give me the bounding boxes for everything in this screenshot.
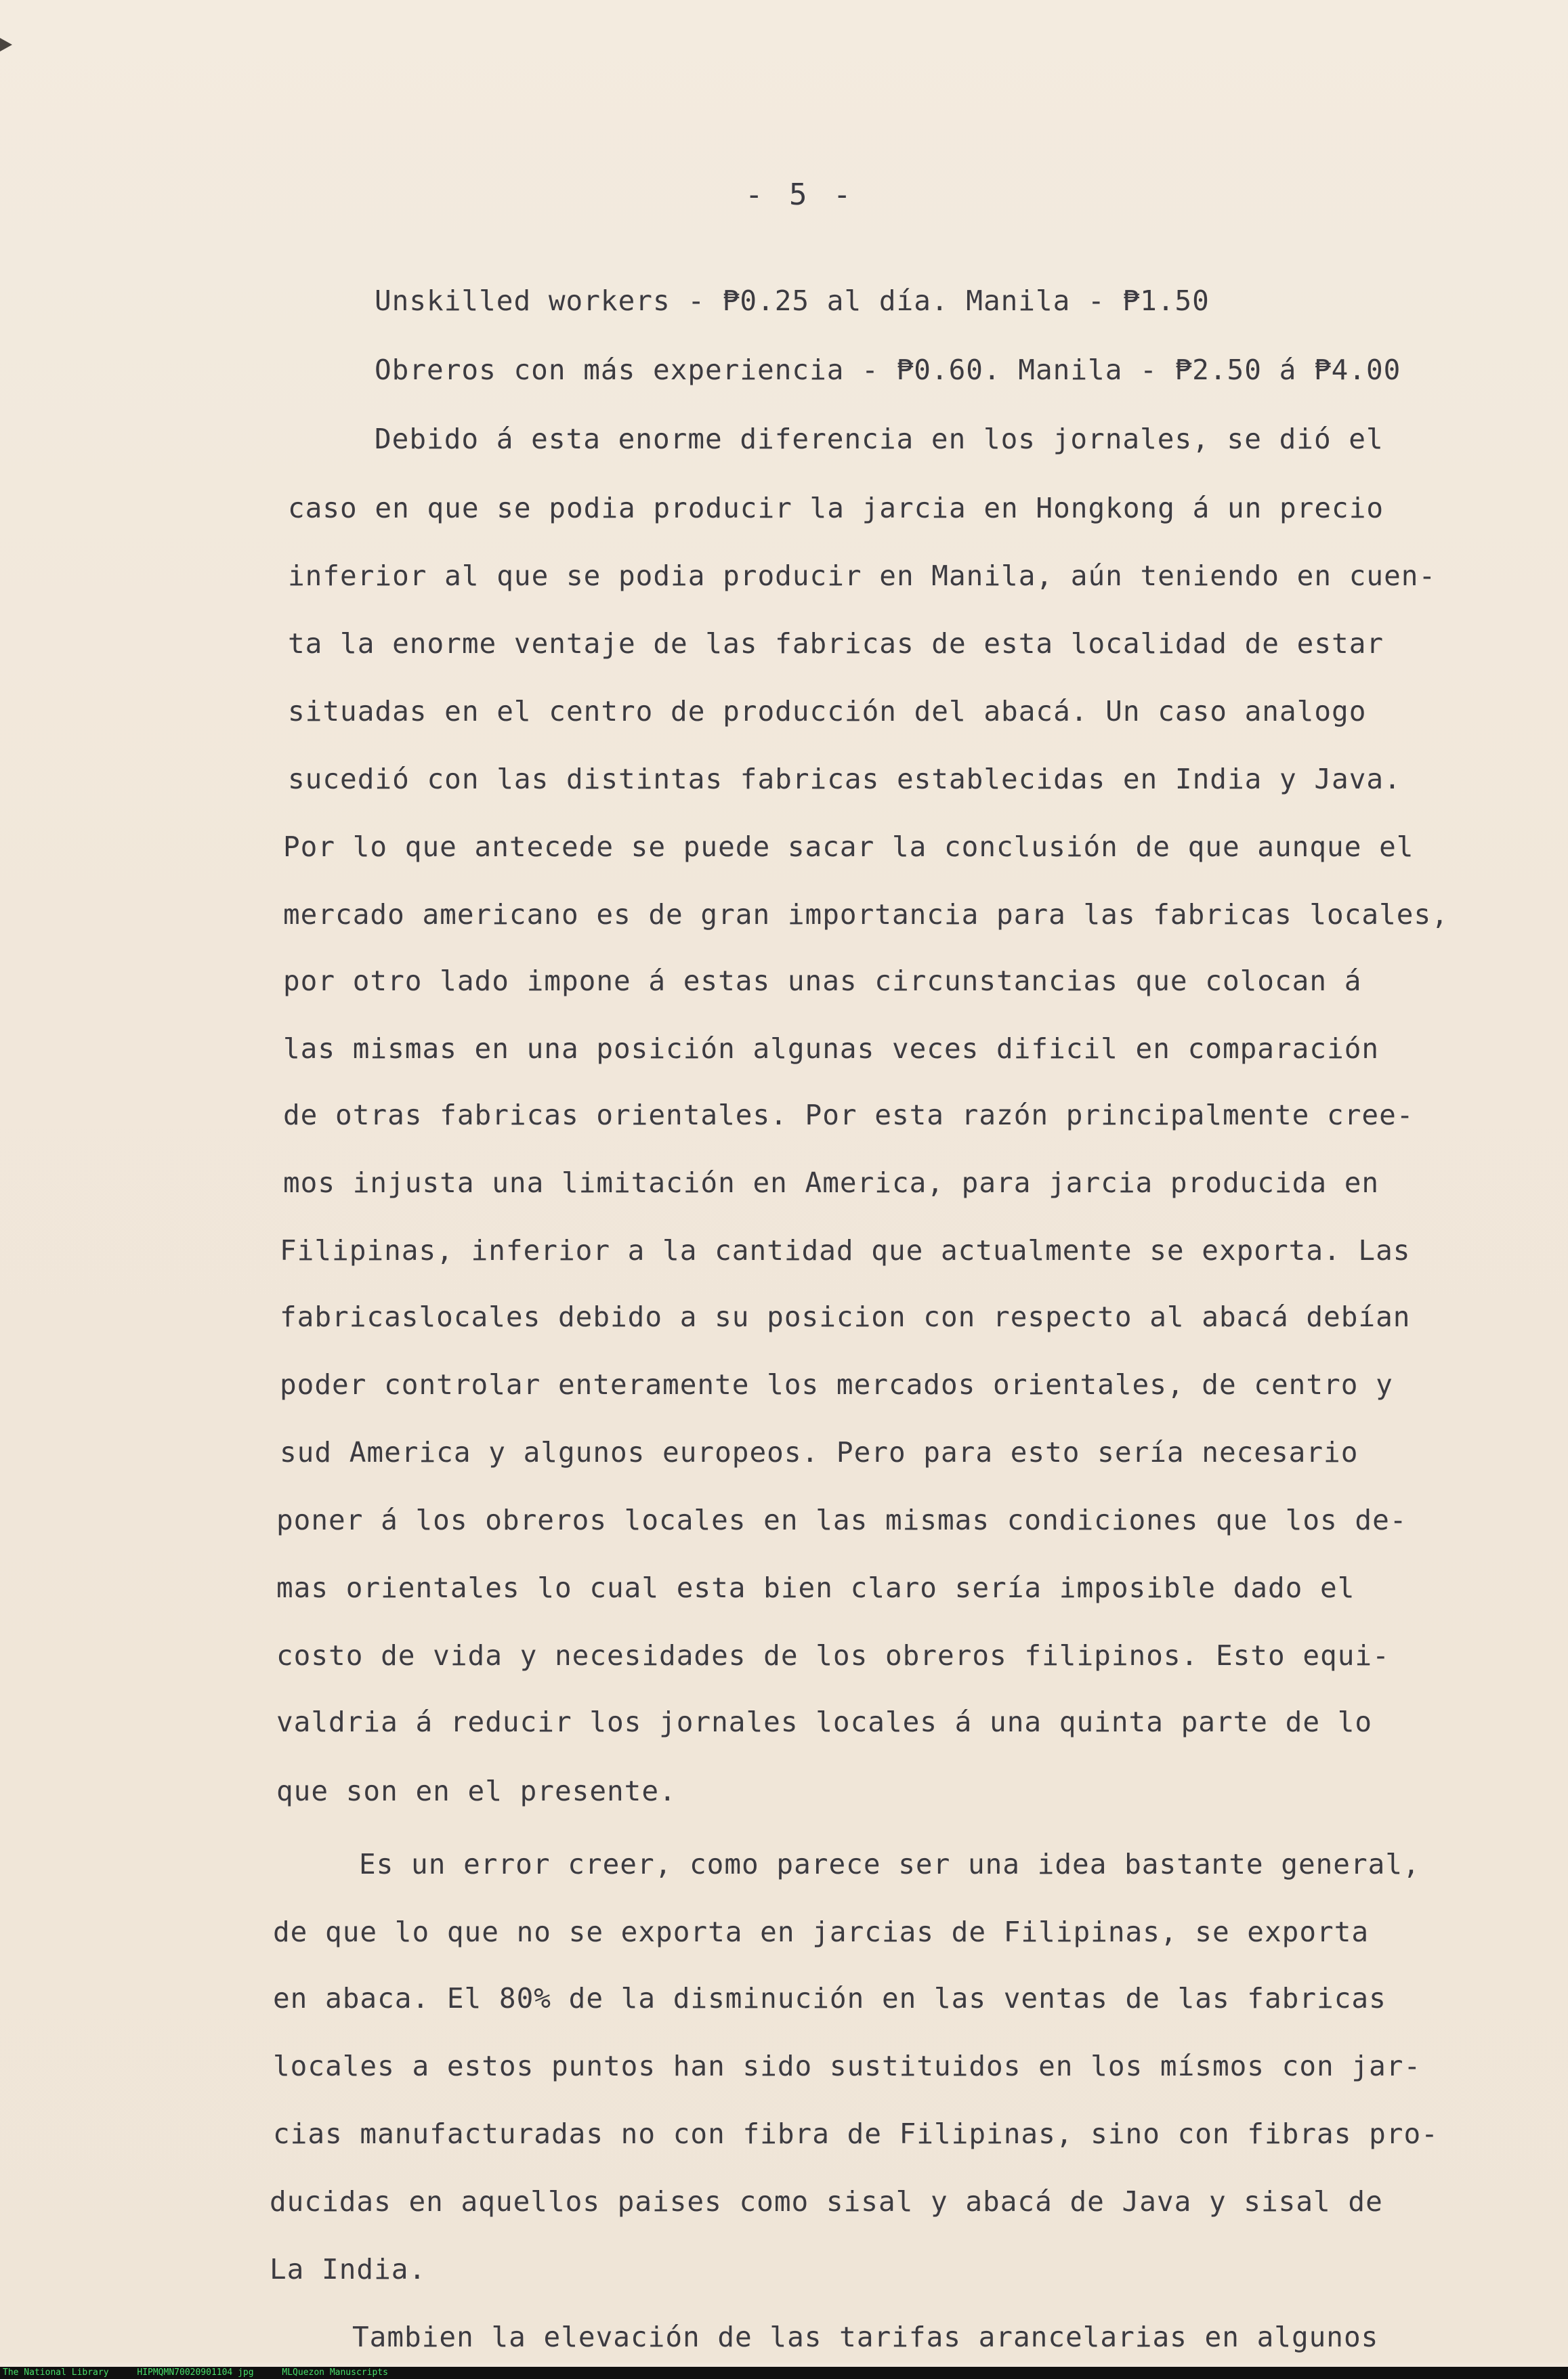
text-line: de que lo que no se exporta en jarcias de Filipinas, se exporta xyxy=(273,1916,1370,1948)
text-line: Es un error creer, como parece ser una idea bastante general, xyxy=(359,1848,1420,1880)
text-line: sucedió con las distintas fabricas establecidas en India y Java. xyxy=(288,763,1401,795)
text-line: Filipinas, inferior a la cantidad que actualmente se exporta. Las xyxy=(280,1234,1411,1267)
text-line: Obreros con más experiencia - ₱0.60. Manila - ₱2.50 á ₱4.00 xyxy=(375,354,1401,386)
text-line: en abaca. El 80% de la disminución en las ventas de las fabricas xyxy=(273,1982,1386,2015)
text-line: mos injusta una limitación en America, para jarcia producida en xyxy=(283,1166,1380,1199)
text-line: ta la enorme ventaje de las fabricas de esta localidad de estar xyxy=(288,627,1384,660)
archive-footer xyxy=(0,2367,1568,2379)
text-line: locales a estos puntos han sido sustituidos en los mísmos con jar- xyxy=(273,2050,1422,2082)
corner-mark-icon xyxy=(0,38,12,51)
text-line: que son en el presente. xyxy=(276,1775,677,1807)
page-number: - 5 - xyxy=(745,177,855,212)
text-line: cias manufacturadas no con fibra de Filipinas, sino con fibras pro- xyxy=(273,2118,1439,2150)
text-line: La India. xyxy=(270,2253,427,2286)
text-line: por otro lado impone á estas unas circunstancias que colocan á xyxy=(283,965,1362,997)
text-line: valdria á reducir los jornales locales á una quinta parte de lo xyxy=(276,1706,1373,1738)
text-line: mas orientales lo cual esta bien claro sería imposible dado el xyxy=(276,1572,1355,1604)
text-line: poner á los obreros locales en las mismas condiciones que los de- xyxy=(276,1504,1407,1536)
text-line: sud America y algunos europeos. Pero para esto sería necesario xyxy=(280,1436,1359,1469)
footer-file: HIPMQMN70020901104 jpg xyxy=(137,2367,254,2378)
footer-library: The National Library xyxy=(3,2367,109,2378)
text-line: situadas en el centro de producción del abacá. Un caso analogo xyxy=(288,695,1367,728)
text-line: ducidas en aquellos paises como sisal y abacá de Java y sisal de xyxy=(270,2185,1383,2218)
footer-collection: MLQuezon Manuscripts xyxy=(282,2367,388,2378)
text-line: poder controlar enteramente los mercados orientales, de centro y xyxy=(280,1368,1393,1401)
text-line: costo de vida y necesidades de los obreros filipinos. Esto equi- xyxy=(276,1639,1390,1672)
text-line: Tambien la elevación de las tarifas arancelarias en algunos xyxy=(352,2321,1379,2353)
text-line: Por lo que antecede se puede sacar la conclusión de que aunque el xyxy=(283,830,1414,863)
text-line: fabricaslocales debido a su posicion con respecto al abacá debían xyxy=(280,1301,1411,1333)
text-line: mercado americano es de gran importancia para las fabricas locales, xyxy=(283,898,1449,931)
text-line: inferior al que se podia producir en Manila, aún teniendo en cuen- xyxy=(288,560,1437,592)
text-line: de otras fabricas orientales. Por esta razón principalmente cree- xyxy=(283,1099,1414,1131)
text-line: las mismas en una posición algunas veces dificil en comparación xyxy=(283,1032,1380,1065)
text-line: Unskilled workers - ₱0.25 al día. Manila - ₱1.50 xyxy=(375,285,1210,317)
text-line: caso en que se podia producir la jarcia en Hongkong á un precio xyxy=(288,492,1384,524)
text-line: Debido á esta enorme diferencia en los jornales, se dió el xyxy=(375,423,1384,455)
